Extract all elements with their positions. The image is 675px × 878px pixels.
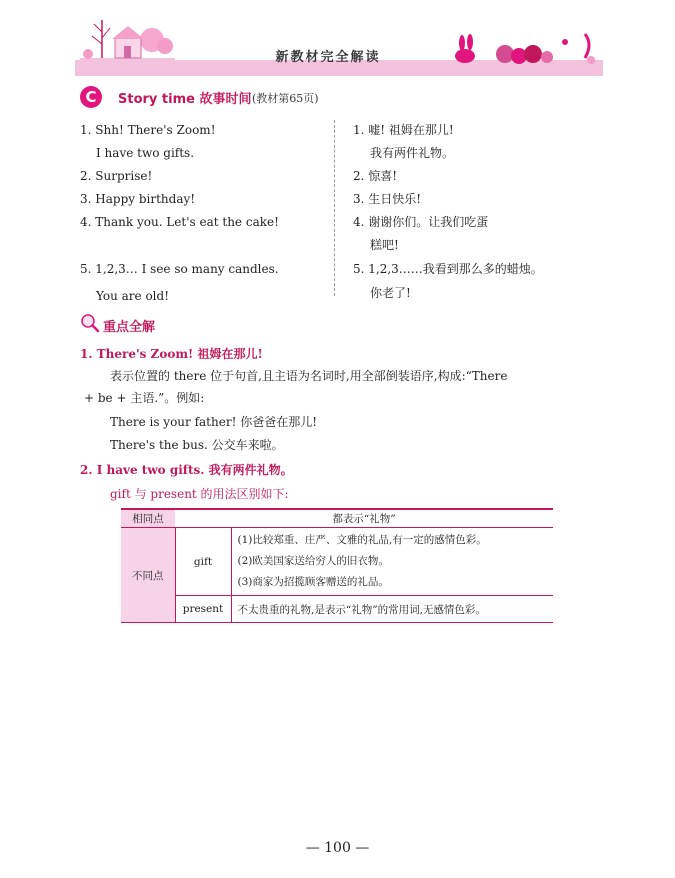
diff-label: 不同点: [121, 528, 175, 623]
gift-row-2: (2)欧美国家送给穷人的旧衣物。: [237, 555, 389, 567]
chinese-line-5b: 你老了!: [370, 286, 411, 300]
present-word: present: [175, 596, 231, 623]
present-value: 不太贵重的礼物,是表示“礼物”的常用词,无感情色彩。: [231, 596, 553, 623]
chinese-line-4b: 糕吧!: [370, 238, 399, 252]
key-points-title: 重点全解: [103, 320, 156, 335]
section-c-badge: C: [80, 86, 102, 108]
english-line-3: 3. Happy birthday!: [80, 192, 196, 206]
point-1-heading: 1. There's Zoom! 祖姆在那儿!: [80, 347, 263, 361]
gift-word: gift: [175, 528, 231, 596]
house-tree-illustration: [80, 14, 175, 64]
english-line-1b: I have two gifts.: [96, 146, 195, 160]
point-1-explanation-line-1: 表示位置的 there 位于句首,且主语为名词时,用全部倒装语序,构成:“There: [110, 369, 508, 383]
chinese-line-5: 5. 1,2,3……我看到那么多的蜡烛。: [353, 262, 543, 276]
page-number: — 100 —: [305, 840, 370, 856]
textbook-page-ref: (教材第65页): [252, 92, 319, 105]
chinese-line-3: 3. 生日快乐!: [353, 192, 422, 206]
column-divider: [334, 120, 335, 296]
english-line-4: 4. Thank you. Let's eat the cake!: [80, 215, 279, 229]
chinese-line-1: 1. 嘘! 祖姆在那儿!: [353, 123, 454, 137]
magnifier-icon: [80, 313, 100, 333]
point-1-explanation-line-2: + be + 主语.”。例如:: [84, 391, 205, 405]
chinese-line-1b: 我有两件礼物。: [370, 146, 455, 160]
english-line-2: 2. Surprise!: [80, 169, 153, 183]
chinese-line-4: 4. 谢谢你们。让我们吃蛋: [353, 215, 489, 229]
gift-row-1: (1)比较郑重、庄严、文雅的礼品,有一定的感情色彩。: [237, 534, 487, 546]
english-line-1: 1. Shh! There's Zoom!: [80, 123, 216, 137]
point-2-heading: 2. I have two gifts. 我有两件礼物。: [80, 463, 293, 477]
same-value: 都表示“礼物”: [175, 509, 553, 528]
english-line-5b: You are old!: [96, 289, 170, 303]
point-2-note: gift 与 present 的用法区别如下:: [110, 487, 289, 501]
gift-row-3: (3)商家为招揽顾客赠送的礼品。: [237, 576, 389, 588]
gift-present-table: [121, 508, 553, 623]
point-1-example-2: There's the bus. 公交车来啦。: [110, 438, 284, 452]
english-line-5: 5. 1,2,3… I see so many candles.: [80, 262, 279, 276]
chinese-line-2: 2. 惊喜!: [353, 169, 398, 183]
rabbit-flowers-illustration: [445, 30, 600, 66]
same-label: 相同点: [121, 509, 175, 528]
header-title: 新教材完全解读: [275, 50, 381, 65]
section-c-title: Story time 故事时间: [118, 92, 252, 107]
point-1-example-1: There is your father! 你爸爸在那儿!: [110, 415, 318, 429]
